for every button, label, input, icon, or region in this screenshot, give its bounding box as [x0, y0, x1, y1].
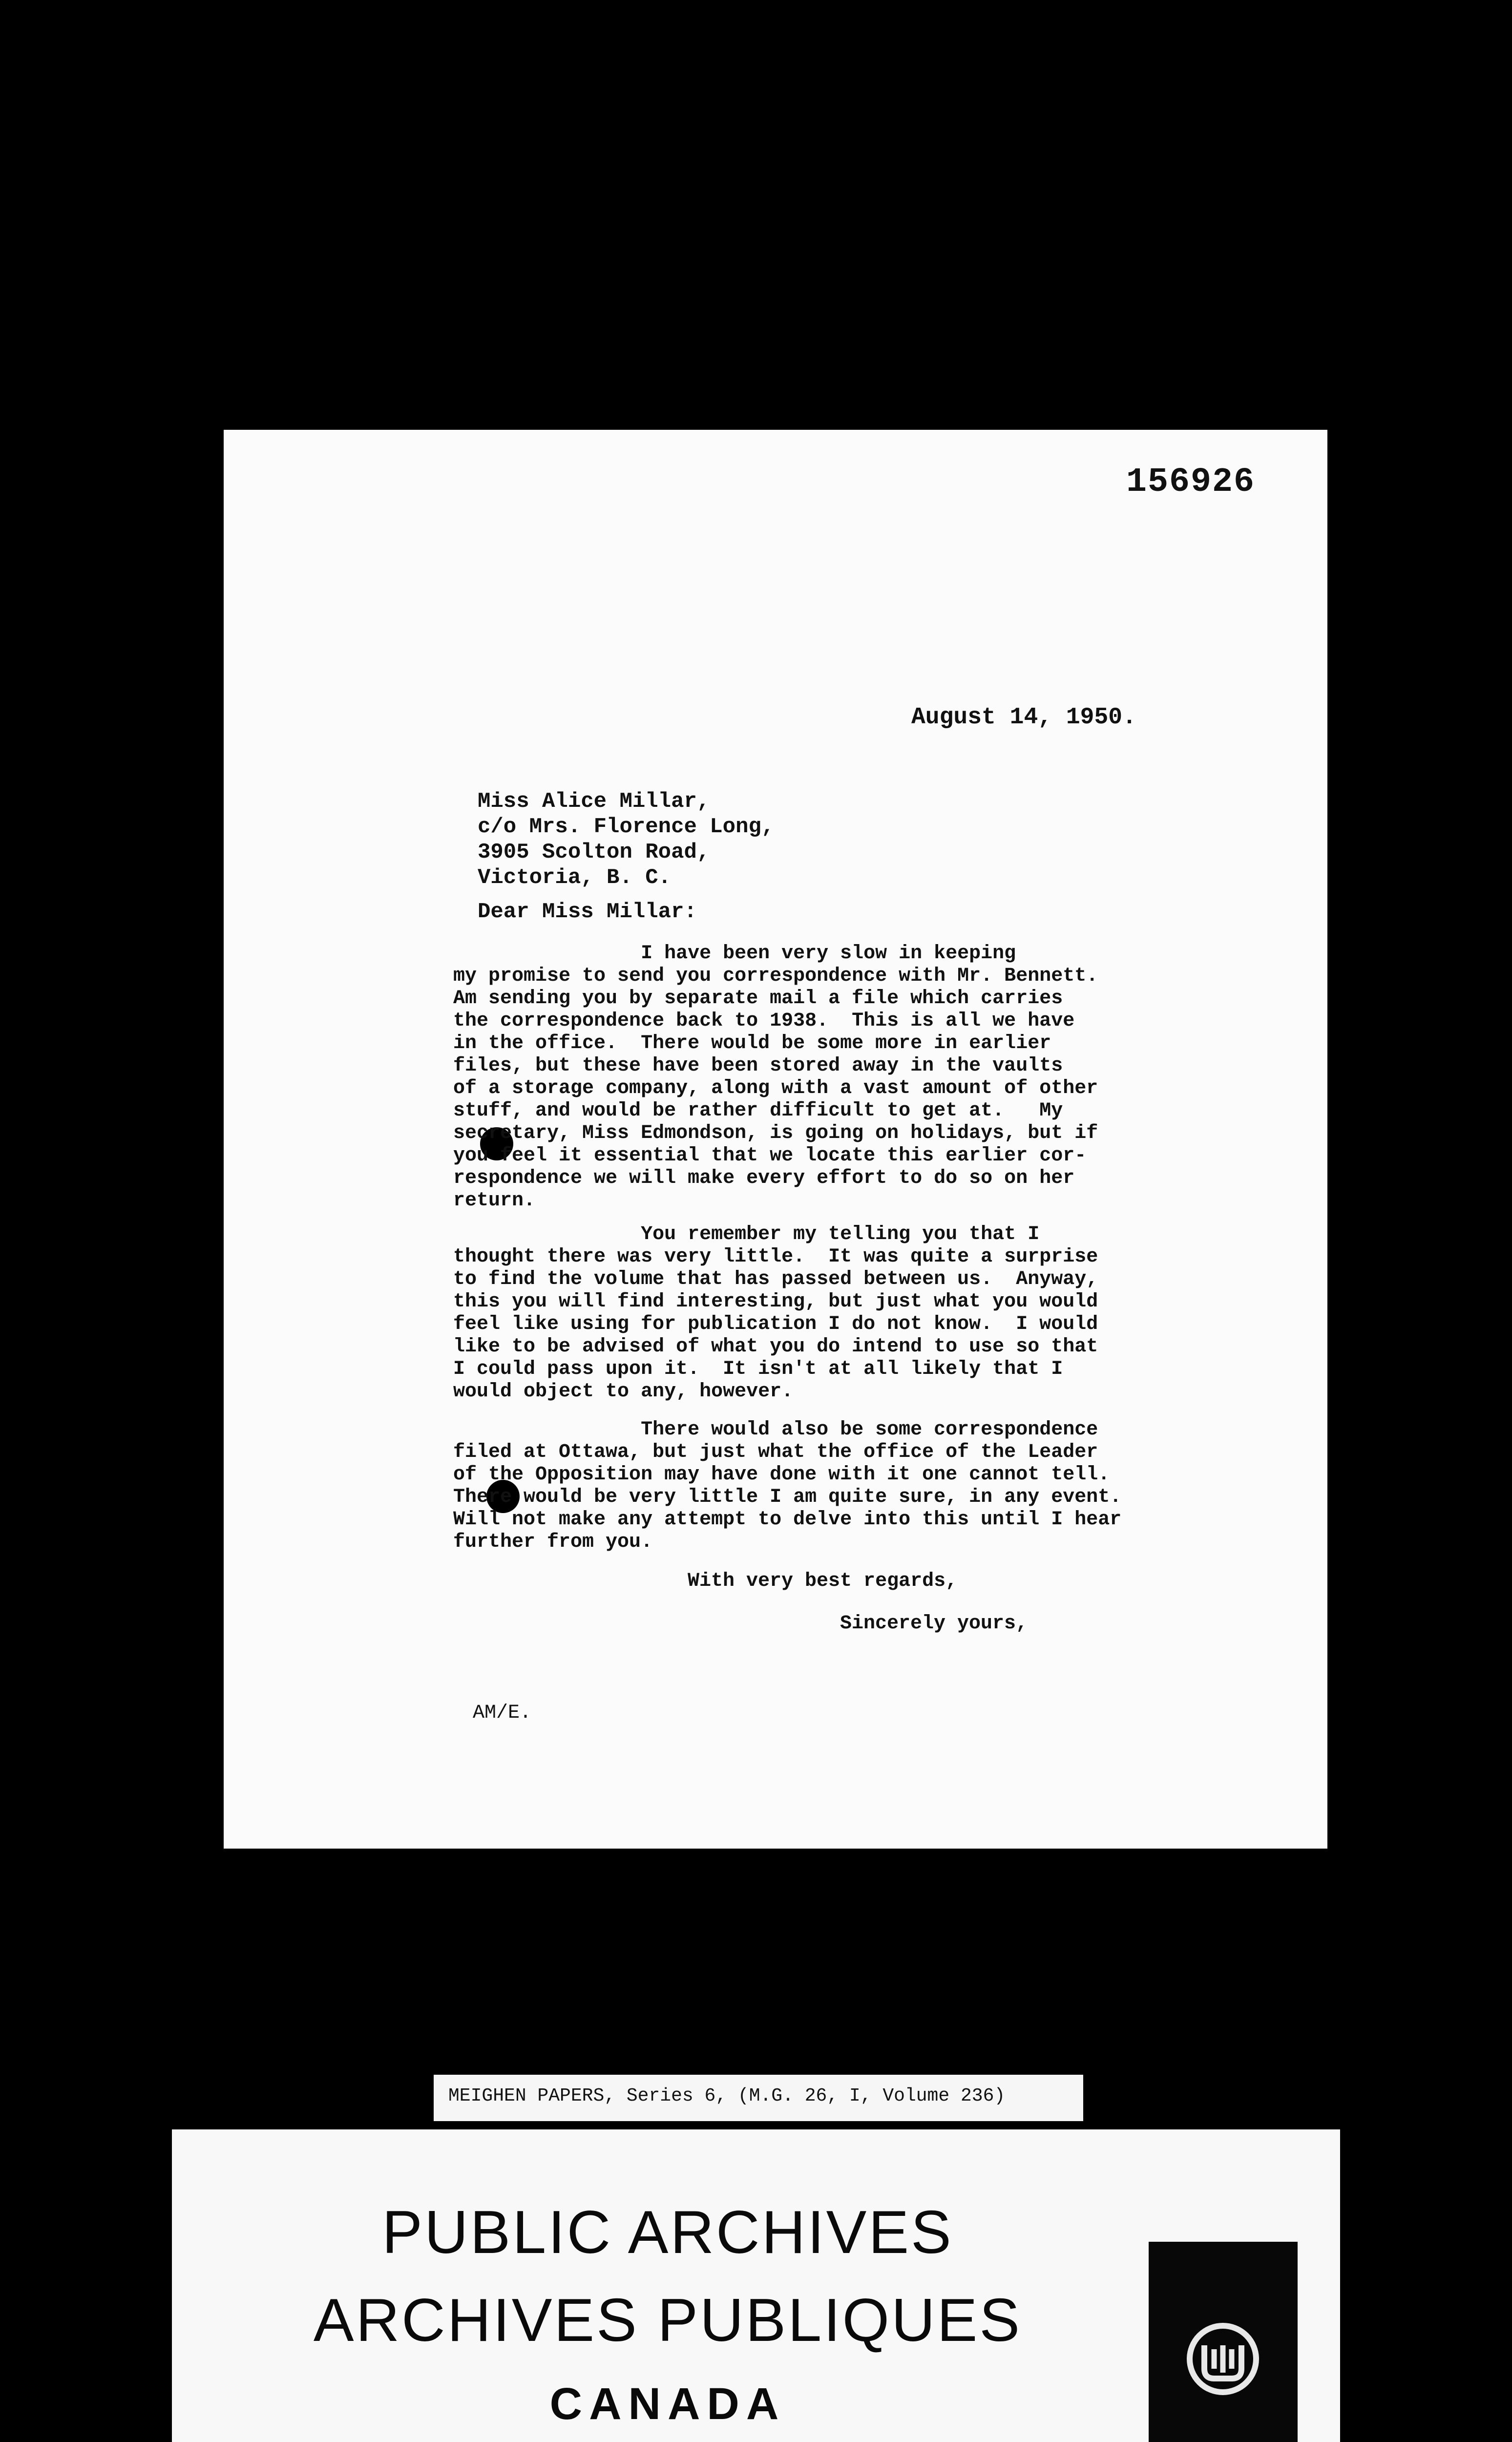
text-line: stuff, and would be rather difficult to get at. My — [453, 1100, 1063, 1122]
archive-reference-slip — [434, 2075, 1083, 2121]
address-line: c/o Mrs. Florence Long, — [478, 815, 775, 839]
text-line: feel like using for publication I do not know. I would — [453, 1313, 1098, 1335]
text-line: in the office. There would be some more in earlier — [453, 1032, 1051, 1054]
address-line: Victoria, B. C. — [478, 865, 672, 890]
text-line: Will not make any attempt to delve into this until I hear — [453, 1509, 1122, 1531]
text-line: like to be advised of what you do intend to use so that — [453, 1336, 1098, 1358]
document-number: 156926 — [1126, 463, 1256, 502]
text-line: further from you. — [453, 1531, 653, 1553]
text-line: filed at Ottawa, but just what the office of the Leader — [453, 1441, 1098, 1463]
letter-date: August 14, 1950. — [911, 704, 1136, 731]
text-line: would object to any, however. — [453, 1381, 794, 1403]
text-line: I have been very slow in keeping — [453, 943, 1016, 965]
typist-initials: AM/E. — [473, 1702, 532, 1724]
text-line: thought there was very little. It was quite a surprise — [453, 1246, 1098, 1268]
letter-page — [224, 430, 1327, 1849]
text-line: respondence we will make every effort to do so on her — [453, 1167, 1075, 1189]
text-line: Am sending you by separate mail a file which carries — [453, 988, 1063, 1010]
archive-reference: MEIGHEN PAPERS, Series 6, (M.G. 26, I, Volume 236) — [448, 2085, 1006, 2106]
text-line: There would be very little I am quite sure, in any event. — [453, 1486, 1122, 1508]
text-line: to find the volume that has passed between us. Anyway, — [453, 1268, 1098, 1290]
archive-title-fr: ARCHIVES PUBLIQUES — [313, 2287, 1022, 2354]
text-line: secretary, Miss Edmondson, is going on holidays, but if — [453, 1122, 1098, 1144]
address-line: Miss Alice Millar, — [478, 789, 710, 814]
text-line: files, but these have been stored away in the vaults — [453, 1055, 1063, 1077]
text-line: return. — [453, 1190, 536, 1212]
text-line: of a storage company, along with a vast amount of other — [453, 1077, 1098, 1099]
archives-logo-icon — [1184, 2320, 1262, 2398]
paragraph-3 — [453, 1419, 1161, 1554]
salutation: Dear Miss Millar: — [478, 900, 697, 924]
text-line: the correspondence back to 1938. This is all we have — [453, 1010, 1075, 1032]
address-line: 3905 Scolton Road, — [478, 840, 710, 864]
archive-card — [172, 2129, 1340, 2442]
paragraph-1 — [453, 943, 1161, 1212]
paragraph-2 — [453, 1223, 1161, 1403]
text-line: this you will find interesting, but just what you would — [453, 1291, 1098, 1313]
text-line: There would also be some correspondence — [453, 1419, 1098, 1441]
closing: With very best regards, — [688, 1570, 958, 1592]
recipient-address — [478, 789, 774, 890]
text-line: of the Opposition may have done with it one cannot tell. — [453, 1464, 1110, 1486]
archive-country: CANADA — [549, 2379, 786, 2429]
text-line: you feel it essential that we locate this earlier cor- — [453, 1145, 1087, 1167]
text-line: my promise to send you correspondence with Mr. Bennett. — [453, 965, 1098, 987]
signoff: Sincerely yours, — [840, 1613, 1028, 1635]
text-line: You remember my telling you that I — [453, 1223, 1040, 1245]
archive-title-en: PUBLIC ARCHIVES — [382, 2199, 953, 2266]
text-line: I could pass upon it. It isn't at all likely that I — [453, 1358, 1063, 1380]
emblem-panel — [1149, 2242, 1298, 2442]
